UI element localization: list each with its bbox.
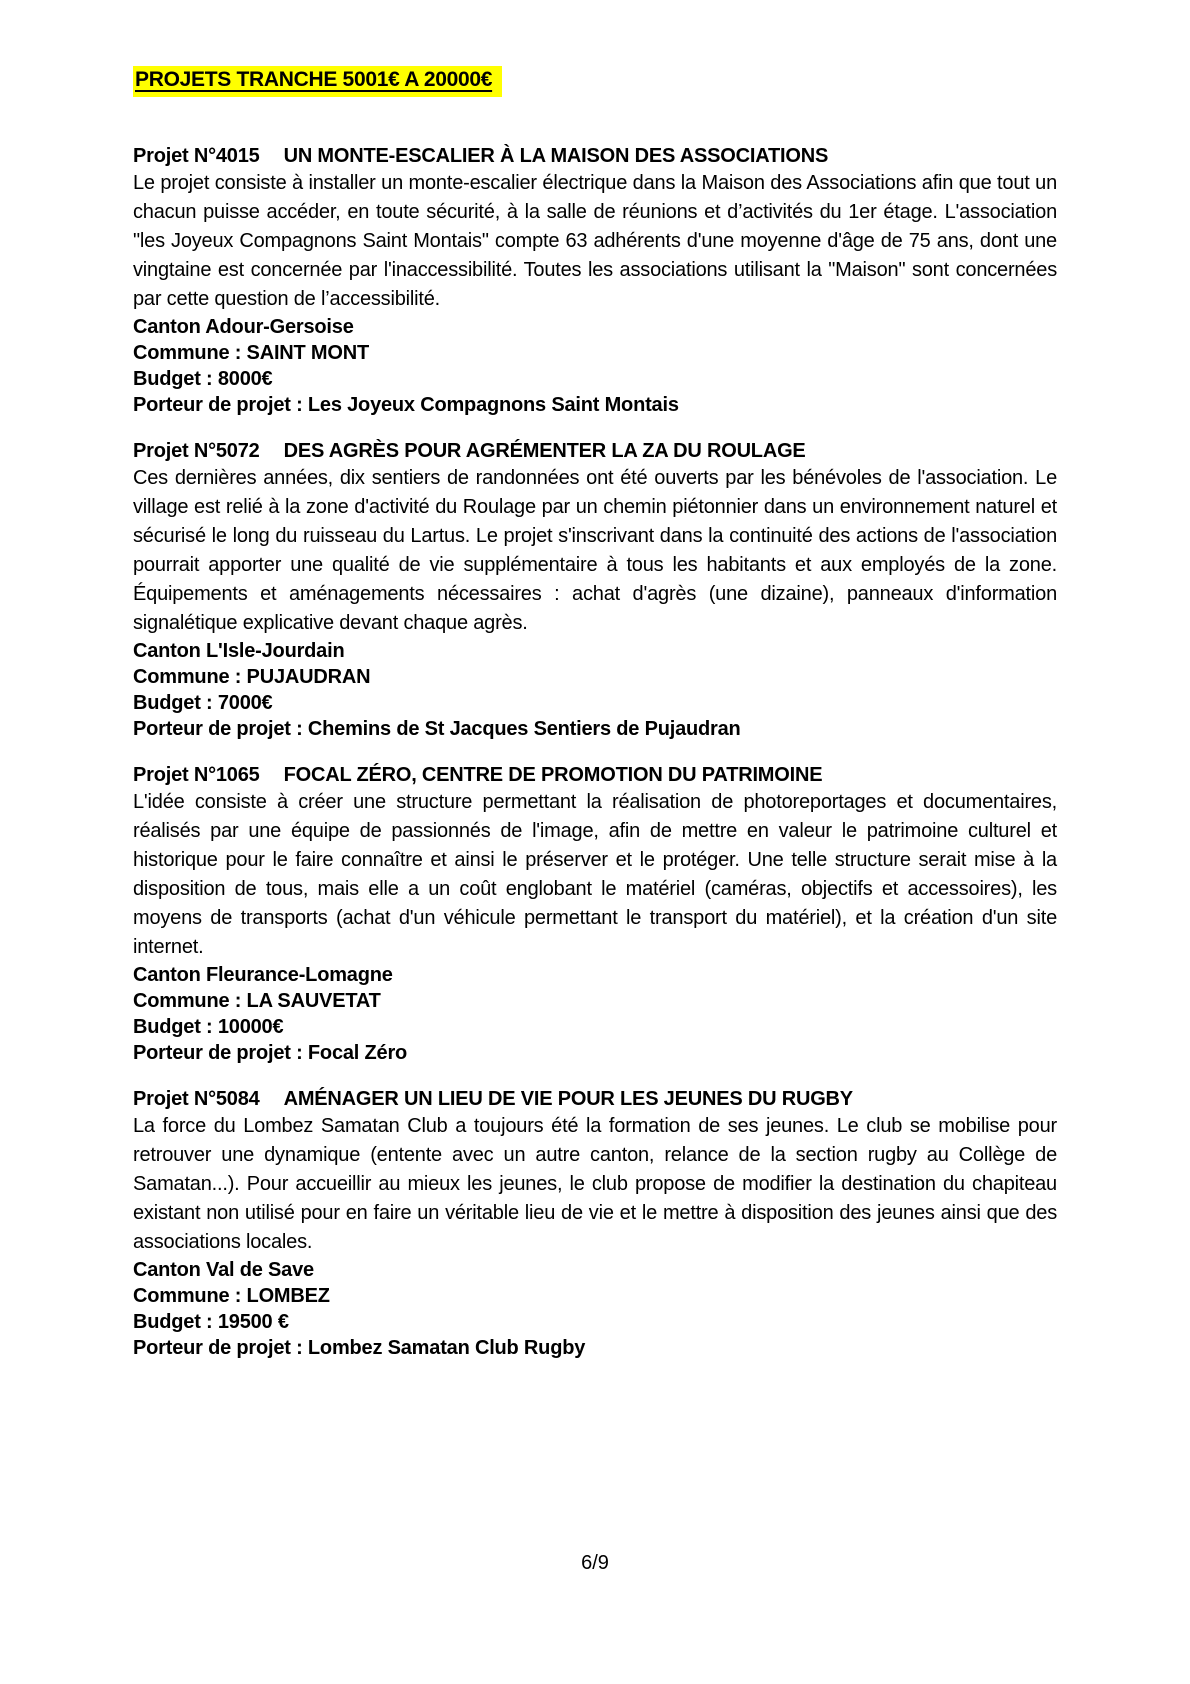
project-description: Le projet consiste à installer un monte-escalier électrique dans la Maison des Associations afin que tout un chacun puisse accéder, en toute sécurité, à la salle de réunions et d’activités du 1er étage. L'association "les Joyeux Compagnons Saint Montais" compte 63 adhérents d'une moyenne d'âge de 75 ans, dont une vingtaine est concernée par l'inaccessibilité. Toutes les associations utilisant la "Maison" sont concernées par cette question de l’accessibilité. [133, 172, 1057, 310]
project-canton: Canton Val de Save [133, 1259, 314, 1281]
project-budget: Budget : 19500 € [133, 1311, 289, 1333]
project-header [133, 762, 1057, 788]
project-budget: Budget : 8000€ [133, 368, 273, 390]
project-budget: Budget : 10000€ [133, 1016, 284, 1038]
project-header [133, 143, 1057, 169]
project-canton: Canton Adour-Gersoise [133, 316, 354, 338]
project-block-5072 [133, 438, 1057, 742]
project-block-4015 [133, 143, 1057, 418]
project-commune: Commune : LOMBEZ [133, 1285, 330, 1307]
project-description: La force du Lombez Samatan Club a toujours été la formation de ses jeunes. Le club se mobilise pour retrouver une dynamique (entente avec un autre canton, relance de la section rugby au Collège de Samatan...). Pour accueillir au mieux les jeunes, le club propose de modifier la destination du chapiteau existant non utilisé pour en faire un véritable lieu de vie et le mettre à disposition des jeunes ainsi que des associations locales. [133, 1115, 1057, 1253]
project-commune: Commune : LA SAUVETAT [133, 990, 381, 1012]
project-porteur: Porteur de projet : Les Joyeux Compagnons Saint Montais [133, 394, 679, 416]
project-number: Projet N°5084 [133, 1088, 260, 1110]
project-title: DES AGRÈS POUR AGRÉMENTER LA ZA DU ROULAGE [283, 440, 806, 462]
project-header [133, 1086, 1057, 1112]
project-header [133, 438, 1057, 464]
project-number: Projet N°4015 [133, 145, 260, 167]
project-block-1065 [133, 762, 1057, 1066]
project-description: Ces dernières années, dix sentiers de randonnées ont été ouverts par les bénévoles de l'association. Le village est relié à la zone d'activité du Roulage par un chemin piétonnier dans un environnement naturel et sécurisé le long du ruisseau du Lartus. Le projet s'inscrivant dans la continuité des actions de l'association pourrait apporter une qualité de vie supplémentaire à tous les habitants et aux employés de la zone. Équipements et aménagements nécessaires : achat d'agrès (une dizaine), panneaux d'information signalétique explicative devant chaque agrès. [133, 467, 1057, 634]
page-number: 6/9 [581, 1552, 609, 1574]
project-porteur: Porteur de projet : Focal Zéro [133, 1042, 408, 1064]
project-number: Projet N°5072 [133, 440, 260, 462]
project-title: UN MONTE-ESCALIER À LA MAISON DES ASSOCIATIONS [283, 145, 829, 167]
page-title: PROJETS TRANCHE 5001€ A 20000€ [133, 66, 502, 97]
project-block-5084 [133, 1086, 1057, 1361]
project-number: Projet N°1065 [133, 764, 260, 786]
project-canton: Canton L'Isle-Jourdain [133, 640, 345, 662]
project-budget: Budget : 7000€ [133, 692, 273, 714]
page-title-wrap [133, 66, 1057, 97]
project-commune: Commune : PUJAUDRAN [133, 666, 371, 688]
project-commune: Commune : SAINT MONT [133, 342, 369, 364]
project-canton: Canton Fleurance-Lomagne [133, 964, 393, 986]
project-porteur: Porteur de projet : Chemins de St Jacques Sentiers de Pujaudran [133, 718, 741, 740]
project-title: FOCAL ZÉRO, CENTRE DE PROMOTION DU PATRIMOINE [283, 764, 823, 786]
project-title: AMÉNAGER UN LIEU DE VIE POUR LES JEUNES DU RUGBY [283, 1088, 853, 1110]
project-description: L'idée consiste à créer une structure permettant la réalisation de photoreportages et documentaires, réalisés par une équipe de passionnés de l'image, afin de mettre en valeur le patrimoine culturel et historique pour le faire connaître et ainsi le préserver et le protéger. Une telle structure serait mise à la disposition de tous, mais elle a un coût englobant le matériel (caméras, objectifs et accessoires), les moyens de transports (achat d'un véhicule permettant le transport du matériel), et la création d'un site internet. [133, 791, 1057, 958]
project-porteur: Porteur de projet : Lombez Samatan Club Rugby [133, 1337, 586, 1359]
